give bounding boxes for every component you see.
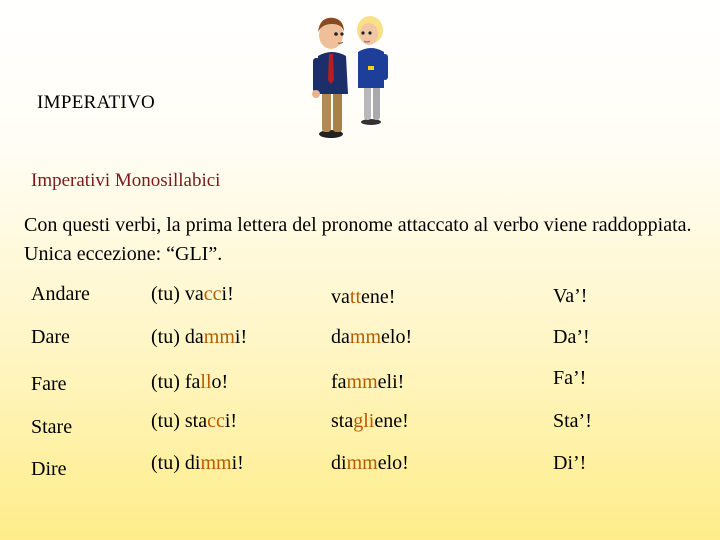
woman-figure <box>357 16 388 125</box>
two-people-talking-icon <box>298 8 398 140</box>
short-form-cell: Fa’! <box>553 367 587 389</box>
short-form-cell: Di’! <box>553 452 587 474</box>
infinitive-cell: Fare <box>31 373 67 395</box>
slide-title: IMPERATIVO <box>37 92 156 113</box>
slide-subtitle: Imperativi Monosillabici <box>31 170 221 191</box>
infinitive-cell: Dire <box>31 458 67 480</box>
pronominal-cell: dammelo! <box>331 326 413 348</box>
pronominal-cell: dimmelo! <box>331 452 409 474</box>
man-figure <box>312 18 348 138</box>
intro-paragraph: Con questi verbi, la prima lettera del pronome attaccato al verbo viene raddoppiata. Unica eccezione: “GLI”. <box>24 214 692 265</box>
infinitive-cell: Stare <box>31 416 73 438</box>
imperative-cell: (tu) stacci! <box>151 410 238 432</box>
pronominal-cell: vattene! <box>331 286 396 308</box>
imperative-cell: (tu) vacci! <box>151 283 234 305</box>
pronominal-cell: stagliene! <box>331 410 409 432</box>
short-form-cell: Da’! <box>553 326 590 348</box>
imperative-cell: (tu) fallo! <box>151 371 229 393</box>
imperative-cell: (tu) dammi! <box>151 326 248 348</box>
imperative-cell: (tu) dimmi! <box>151 452 244 474</box>
pronominal-cell: fammeli! <box>331 371 405 393</box>
infinitive-cell: Andare <box>31 283 90 305</box>
infinitive-cell: Dare <box>31 326 70 348</box>
short-form-cell: Va’! <box>553 285 588 307</box>
short-form-cell: Sta’! <box>553 410 592 432</box>
